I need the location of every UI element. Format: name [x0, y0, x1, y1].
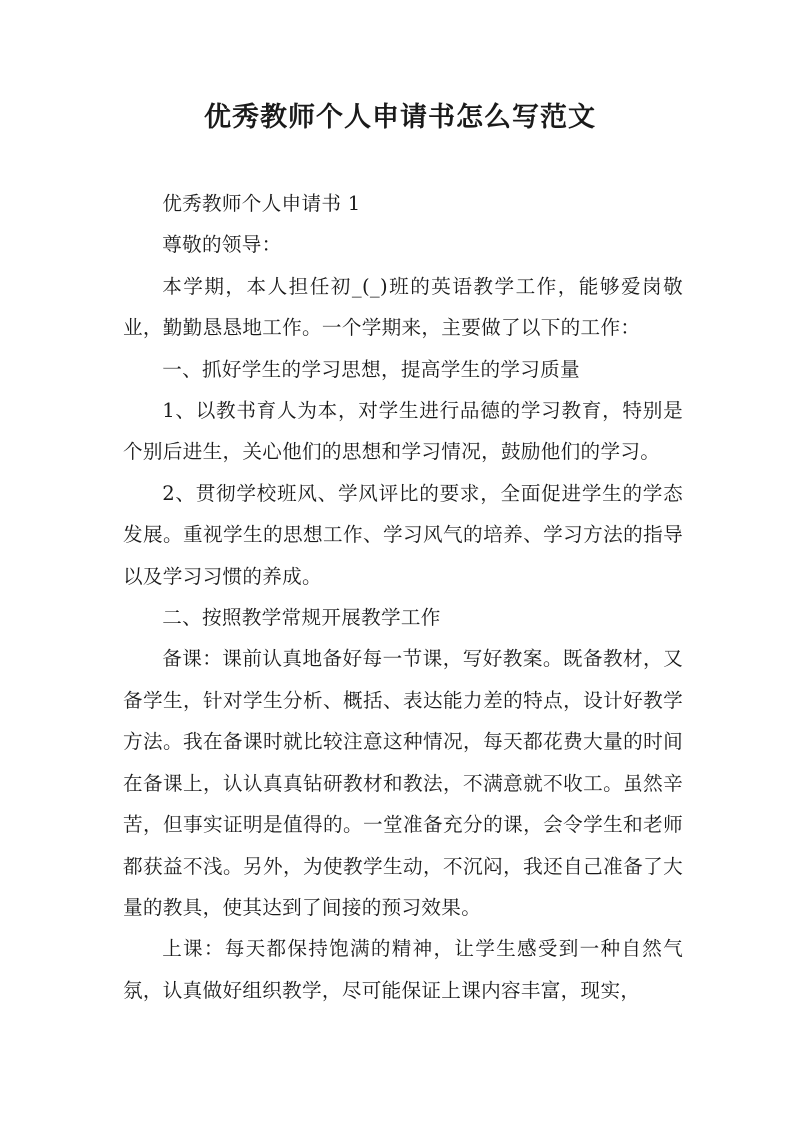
- section-heading: 一、抓好学生的学习思想，提高学生的学习质量: [162, 357, 580, 381]
- paragraph: 备课：课前认真地备好每一节课，写好教案。既备教材，又备学生，针对学生分析、概括、表达能力差的特点，设计好教学方法。我在备课时就比较注意这种情况，每天都花费大量的时间在备课上，认认真真钻研教材和教法，不满意就不收工。虽然辛苦，但事实证明是值得的。一堂准备充分的课，会令学生和老师都获益不浅。另外，为使教学生动，不沉闷，我还自己准备了大量的教具，使其达到了间接的预习效果。: [123, 647, 683, 919]
- paragraph: 1、以教书育人为本，对学生进行品德的学习教育，特别是个别后进生，关心他们的思想和学习情况，鼓励他们的学习。: [123, 399, 683, 464]
- document-title: 优秀教师个人申请书怎么写范文: [204, 102, 596, 133]
- paragraph-heading: 优秀教师个人申请书 1: [162, 192, 361, 215]
- document-body: [123, 183, 683, 1011]
- section-heading: 二、按照教学常规开展教学工作: [162, 606, 441, 630]
- paragraph: 本学期，本人担任初_(_)班的英语教学工作，能够爱岗敬业，勤勤恳恳地工作。一个学期来，主要做了以下的工作：: [123, 274, 683, 340]
- paragraph: 上课：每天都保持饱满的精神，让学生感受到一种自然气氛，认真做好组织教学，尽可能保证上课内容丰富，现实，: [123, 937, 683, 1002]
- paragraph-salutation: 尊敬的领导：: [162, 233, 282, 257]
- paragraph: 2、贯彻学校班风、学风评比的要求，全面促进学生的学态发展。重视学生的思想工作、学习风气的培养、学习方法的指导以及学习习惯的养成。: [123, 481, 683, 588]
